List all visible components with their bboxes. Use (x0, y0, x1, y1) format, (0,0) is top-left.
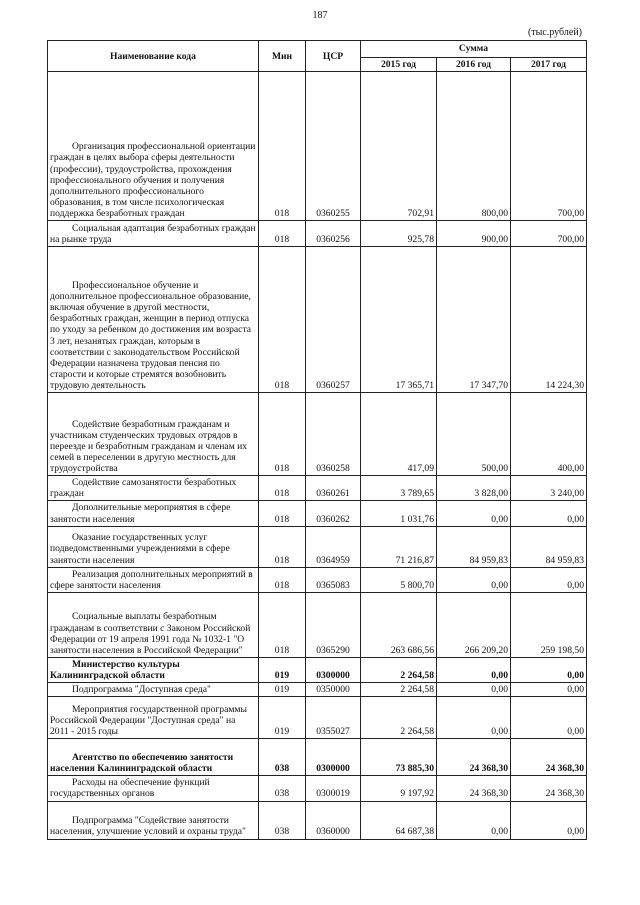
row-csr: 0360255 (306, 72, 361, 221)
row-csr: 0360262 (306, 501, 361, 526)
row-name: Мероприятия государственной программы Российской Федерации "Доступная среда" на 2011 - 2015 годы (48, 697, 259, 739)
row-2015: 64 687,38 (361, 801, 437, 839)
row-2015: 263 686,56 (361, 592, 437, 657)
row-csr: 0300000 (306, 657, 361, 682)
table-row (48, 683, 587, 697)
row-2017: 0,00 (511, 567, 587, 592)
row-2016: 0,00 (437, 501, 511, 526)
row-2017: 24 368,30 (511, 739, 587, 776)
page-number: 187 (312, 10, 328, 21)
row-csr: 0350000 (306, 683, 361, 697)
units-label: (тыс.рублей) (527, 27, 582, 38)
row-min: 018 (259, 567, 306, 592)
row-2016: 900,00 (437, 221, 511, 247)
row-2015: 2 264,58 (361, 683, 437, 697)
row-2016: 3 828,00 (437, 476, 511, 501)
row-2017: 0,00 (511, 801, 587, 839)
row-2015: 71 216,87 (361, 526, 437, 567)
row-min: 038 (259, 801, 306, 839)
table-row (48, 393, 587, 476)
row-2015: 2 264,58 (361, 657, 437, 682)
header-sum: Сумма (361, 41, 587, 58)
row-2017: 24 368,30 (511, 776, 587, 801)
row-2017: 0,00 (511, 501, 587, 526)
table-row (48, 247, 587, 393)
row-2016: 0,00 (437, 657, 511, 682)
row-2016: 24 368,30 (437, 739, 511, 776)
row-2016: 17 347,70 (437, 247, 511, 393)
row-2017: 0,00 (511, 683, 587, 697)
header-2017: 2017 год (511, 58, 587, 72)
row-min: 018 (259, 72, 306, 221)
table-row (48, 776, 587, 801)
table-row (48, 657, 587, 682)
row-2016: 0,00 (437, 567, 511, 592)
row-csr: 0300019 (306, 776, 361, 801)
row-2015: 5 800,70 (361, 567, 437, 592)
row-name: Подпрограмма "Доступная среда" (48, 683, 259, 697)
row-name: Агентство по обеспечению занятости населения Калининградской области (48, 739, 259, 776)
row-min: 018 (259, 592, 306, 657)
row-csr: 0360261 (306, 476, 361, 501)
row-min: 018 (259, 393, 306, 476)
header-min: Мин (259, 41, 306, 72)
budget-table (47, 40, 587, 840)
row-name: Подпрограмма "Содействие занятости населения, улучшение условий и охраны труда" (48, 801, 259, 839)
row-2017: 400,00 (511, 393, 587, 476)
row-2015: 9 197,92 (361, 776, 437, 801)
row-2016: 0,00 (437, 697, 511, 739)
row-min: 019 (259, 683, 306, 697)
row-name: Содействие самозанятости безработных граждан (48, 476, 259, 501)
row-name: Реализация дополнительных мероприятий в сфере занятости населения (48, 567, 259, 592)
row-name: Профессиональное обучение и дополнительное профессиональное образование, включая обучение в другой местности, безработных граждан, женщин в период отпуска по уходу за ребенком до достижения им возраста 3 лет, незанятых граждан, которым в соответствии с законодательством Российской Федерации назначена трудовая пенсия по старости и которые стремятся возобновить трудовую деятельность (48, 247, 259, 393)
row-2017: 259 198,50 (511, 592, 587, 657)
row-2016: 0,00 (437, 801, 511, 839)
table-row (48, 72, 587, 221)
row-2017: 0,00 (511, 697, 587, 739)
header-2015: 2015 год (361, 58, 437, 72)
row-name: Расходы на обеспечение функций государственных органов (48, 776, 259, 801)
header-csr: ЦСР (306, 41, 361, 72)
row-csr: 0365290 (306, 592, 361, 657)
row-2017: 14 224,30 (511, 247, 587, 393)
row-csr: 0355027 (306, 697, 361, 739)
row-min: 019 (259, 697, 306, 739)
row-min: 019 (259, 657, 306, 682)
row-name: Дополнительные мероприятия в сфере занятости населения (48, 501, 259, 526)
header-2016: 2016 год (437, 58, 511, 72)
row-2015: 1 031,76 (361, 501, 437, 526)
row-min: 018 (259, 247, 306, 393)
table-row (48, 501, 587, 526)
header-name: Наименование кода (48, 41, 259, 72)
row-2016: 0,00 (437, 683, 511, 697)
table-row (48, 526, 587, 567)
row-2015: 925,78 (361, 221, 437, 247)
row-csr: 0360257 (306, 247, 361, 393)
row-2016: 24 368,30 (437, 776, 511, 801)
row-name: Организация профессиональной ориентации граждан в целях выбора сферы деятельности (профессии), трудоустройства, прохождения профессионального обучения и получения дополнительного профессионального образования, в том числе психологическая поддержка безработных граждан (48, 72, 259, 221)
row-2017: 84 959,83 (511, 526, 587, 567)
row-csr: 0360258 (306, 393, 361, 476)
row-csr: 0364959 (306, 526, 361, 567)
row-min: 018 (259, 501, 306, 526)
row-csr: 0360000 (306, 801, 361, 839)
row-2015: 73 885,30 (361, 739, 437, 776)
row-2016: 266 209,20 (437, 592, 511, 657)
row-2015: 3 789,65 (361, 476, 437, 501)
row-2017: 700,00 (511, 72, 587, 221)
table-row (48, 801, 587, 839)
row-2015: 2 264,58 (361, 697, 437, 739)
row-2015: 417,09 (361, 393, 437, 476)
table-row (48, 221, 587, 247)
row-2016: 500,00 (437, 393, 511, 476)
row-2016: 84 959,83 (437, 526, 511, 567)
row-2017: 700,00 (511, 221, 587, 247)
row-min: 038 (259, 776, 306, 801)
row-csr: 0360256 (306, 221, 361, 247)
row-name: Социальная адаптация безработных граждан на рынке труда (48, 221, 259, 247)
row-2017: 3 240,00 (511, 476, 587, 501)
row-min: 018 (259, 221, 306, 247)
row-csr: 0365083 (306, 567, 361, 592)
table-row (48, 697, 587, 739)
table-row (48, 592, 587, 657)
table-row (48, 476, 587, 501)
row-min: 038 (259, 739, 306, 776)
row-min: 018 (259, 526, 306, 567)
row-2015: 702,91 (361, 72, 437, 221)
row-min: 018 (259, 476, 306, 501)
table-row (48, 739, 587, 776)
row-name: Социальные выплаты безработным гражданам в соответствии с Законом Российской Федерации от 19 апреля 1991 года № 1032-1 "О занятости населения в Российской Федерации" (48, 592, 259, 657)
row-2017: 0,00 (511, 657, 587, 682)
row-name: Оказание государственных услуг подведомственными учреждениями в сфере занятости населения (48, 526, 259, 567)
row-csr: 0300000 (306, 739, 361, 776)
row-name: Министерство культуры Калининградской области (48, 657, 259, 682)
row-2016: 800,00 (437, 72, 511, 221)
row-2015: 17 365,71 (361, 247, 437, 393)
table-row (48, 567, 587, 592)
row-name: Содействие безработным гражданам и участникам студенческих трудовых отрядов в переезде и безработным гражданам и членам их семей в переселении в другую местность для трудоустройства (48, 393, 259, 476)
